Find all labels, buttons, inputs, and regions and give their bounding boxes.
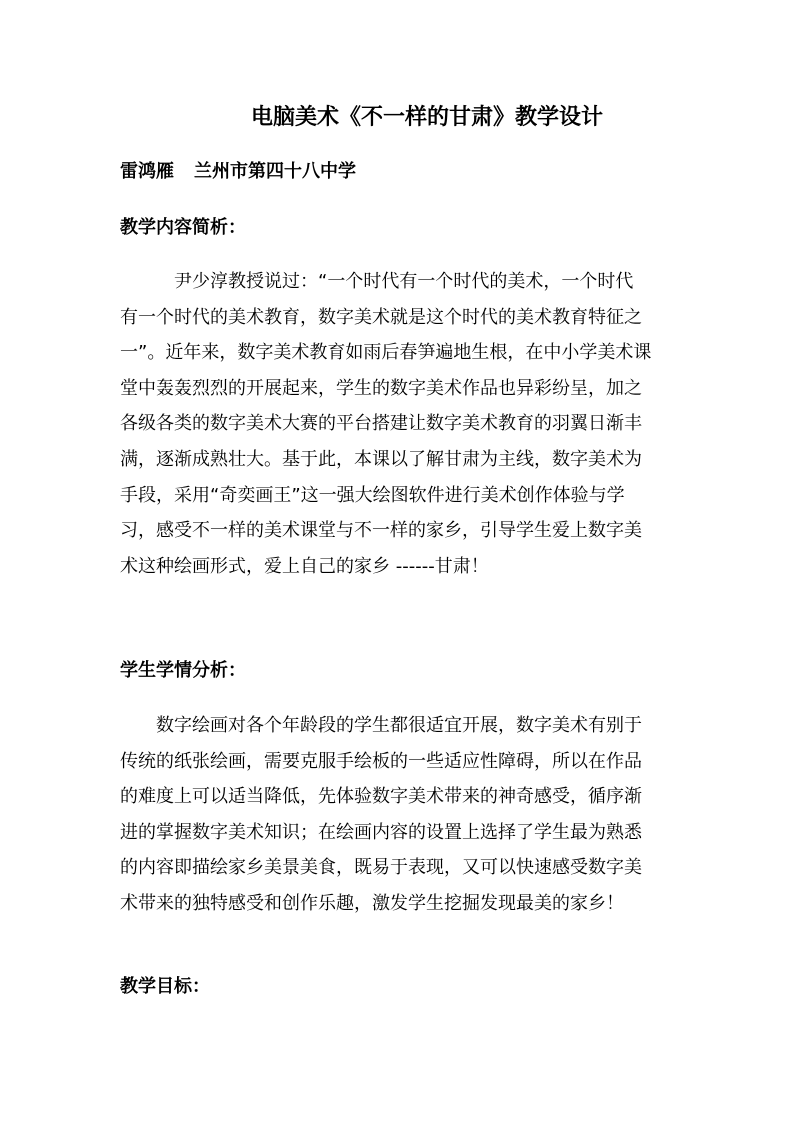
paragraph-line: 一”。近年来，数字美术教育如雨后春笋遍地生根，在中小学美术课 (120, 342, 652, 364)
school-name: 兰州市第四十八中学 (194, 161, 356, 182)
paragraph-line: 堂中轰轰烈烈的开展起来，学生的数字美术作品也异彩纷呈，加之 (120, 377, 642, 399)
paragraph-line: 满，逐渐成熟壮大。基于此，本课以了解甘肃为主线，数字美术为 (120, 448, 642, 470)
author-line (120, 158, 356, 186)
paragraph-line: 尹少淳教授说过：“一个时代有一个时代的美术，一个时代 (174, 271, 634, 292)
paragraph-line: 手段，采用“奇奕画王”这一强大绘图软件进行美术创作体验与学 (120, 484, 625, 506)
paragraph-line: 的内容即描绘家乡美景美食，既易于表现，又可以快速感受数字美 (120, 857, 642, 879)
document-title: 电脑美术《不一样的甘肃》教学设计 (250, 105, 603, 130)
paragraph-line: 习，感受不一样的美术课堂与不一样的家乡，引导学生爱上数字美 (120, 520, 642, 542)
section-heading-student-analysis: 学生学情分析： (120, 660, 246, 681)
paragraph-line: 的难度上可以适当降低，先体验数字美术带来的神奇感受，循序渐 (120, 786, 642, 808)
section-heading-teaching-goals: 教学目标： (120, 976, 210, 997)
paragraph-line: 进的掌握数字美术知识；在绘画内容的设置上选择了学生最为熟悉 (120, 821, 642, 843)
section-heading-content-analysis: 教学内容简析： (120, 217, 246, 238)
paragraph-line: 术带来的独特感受和创作乐趣，激发学生挖掘发现最美的家乡！ (120, 892, 624, 914)
paragraph-line: 传统的纸张绘画，需要克服手绘板的一些适应性障碍，所以在作品 (120, 750, 642, 772)
paragraph-line: 有一个时代的美术教育，数字美术就是这个时代的美术教育特征之 (120, 306, 642, 328)
paragraph-line: 各级各类的数字美术大赛的平台搭建让数字美术教育的羽翼日渐丰 (120, 413, 642, 435)
paragraph-line: 数字绘画对各个年龄段的学生都很适宜开展，数字美术有别于 (156, 715, 642, 736)
paragraph-content-analysis (120, 264, 680, 584)
author-name: 雷鸿雁 (120, 161, 174, 182)
paragraph-student-analysis (120, 708, 680, 922)
paragraph-line: 术这种绘画形式，爱上自己的家乡 ------甘肃！ (120, 555, 489, 577)
